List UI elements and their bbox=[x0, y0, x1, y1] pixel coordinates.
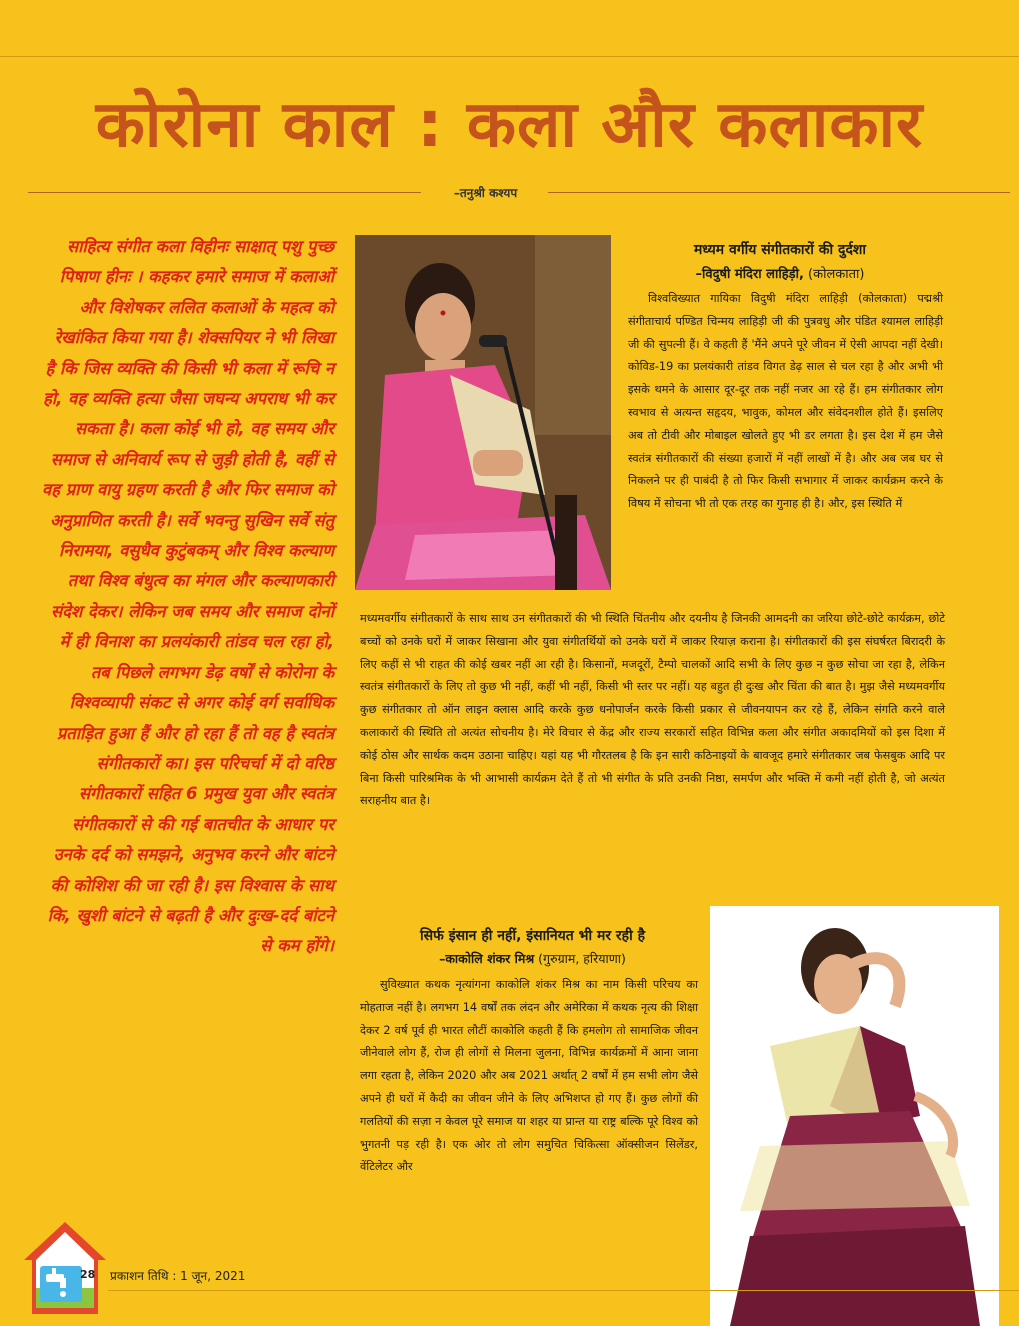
section1-attribution-name: –विदुषी मंदिरा लाहिड़ी, bbox=[695, 267, 804, 282]
page-number: 28 bbox=[80, 1268, 96, 1281]
section1-heading: मध्यम वर्गीय संगीतकारों की दुर्दशा bbox=[693, 242, 867, 258]
byline-rule-left bbox=[28, 192, 421, 193]
page-title: कोरोना काल : कला और कलाकार bbox=[95, 88, 924, 162]
footer-rule bbox=[108, 1290, 1019, 1291]
section2-attribution bbox=[360, 950, 705, 967]
byline-row bbox=[28, 184, 1010, 200]
dancer-photo-illustration bbox=[710, 906, 999, 1326]
section2-attribution-place: (गुरुग्राम, हरियाणा) bbox=[534, 951, 626, 966]
top-rule bbox=[0, 56, 1019, 57]
section1-attribution bbox=[620, 264, 940, 282]
section1-paragraph-full: मध्यमवर्गीय संगीतकारों के साथ साथ उन संगीतकारों की भी स्थिति चिंतनीय और दयनीय है जिनकी आमदनी का जरिया छोटे-छोटे कार्यक्रम, छोटे बच्चों को उनके घरों में जाकर सिखाना और युवा संगीतर्थियों को उनके घरों में जाकर रियाज़ कराना है। संगीतकारों की इस संघर्षरत बिरादरी के लिए कहीं से भी राहत की कोई खबर नहीं आ रही है। किसानों, मजदूरों, टैम्पो चालकों आदि सभी के लिए कुछ न कुछ सोचा जा रहा है, लेकिन स्वतंत्र संगीतकारों के लिए तो कुछ भी नहीं, कहीं भी नहीं, किसी भी स्तर पर नहीं। यह बहुत ही दुःख और चिंता की बात है। मुझ जैसे मध्यमवर्गीय कुछ संगीतकार तो ऑन लाइन क्लास आदि करके कुछ धनोपार्जन करके किसी प्रकार से जीवनयापन कर रहे हैं, लेकिन संगति करने वाले कलाकारों की स्थिति तो अत्यंत सोचनीय है। मेरे विचार से केंद्र और राज्य सरकारों सहित विभिन्न कला और संगीत अकादमियों को इस दिशा में कोई ठोस और सार्थक कदम उठाना चाहिए। यहां यह भी गौरतलब है कि इन सारी कठिनाइयों के बावजूद हमारे संगीतकार जब फेसबुक आदि पर बिना किसी पारिश्रमिक के भी आभासी कार्यक्रम देते हैं तो भी संगीत के प्रति उनकी निष्ठा, समर्पण और भक्ति में कमी नहीं होती है, जो अत्यंत सराहनीय बात है। bbox=[360, 612, 945, 808]
publication-date: प्रकाशन तिथि : 1 जून, 2021 bbox=[110, 1269, 246, 1283]
section2-paragraph: सुविख्यात कथक नृत्यांगना काकोलि शंकर मिश्र का नाम किसी परिचय का मोहताज नहीं है। लगभग 14 वर्षों तक लंदन और अमेरिका में कथक नृत्य की शिक्षा देकर 2 वर्ष पूर्व ही भारत लौटीं काकोलि कहती हैं कि हमलोग तो सामाजिक जीवन जीनेवाले लोग हैं, रोज ही लोगों से मिलना जुलना, विभिन्न कार्यक्रमों में आना जाना लगा रहता है, लेकिन 2020 और अब 2021 अर्थात् 2 वर्षों में हम सभी लोग जैसे अपने ही घरों में कैदी का जीवन जीने के लिए अभिशप्त हो गए हैं। कुछ लोगों की गलतियों की सज़ा न केवल पूरे समाज या शहर या प्रान्त या राष्ट्र बल्कि पूरे विश्व को भुगतनी पड़ रही है। एक ओर तो लोग समुचित चिकित्सा ऑक्सीजन सिलेंडर, वेंटिलेटर और bbox=[360, 978, 698, 1174]
dancer-photo bbox=[710, 906, 999, 1326]
singer-photo bbox=[355, 235, 611, 590]
intro-text: साहित्य संगीत कला विहीनः साक्षात् पशु पुच्छ पिषाण हीनः । कहकर हमारे समाज में कलाओं और विशेषकर ललित कलाओं के महत्व को रेखांकित किया गया है। शेक्सपियर ने भी लिखा है कि जिस व्यक्ति की किसी भी कला में रूचि न हो, वह व्यक्ति हत्या जैसा जघन्य अपराध भी कर सकता है। कला कोई भी हो, वह समय और समाज से अनिवार्य रूप से जुड़ी होती है, वहीं से वह प्राण वायु ग्रहण करती है और फिर समाज को अनुप्राणित करती है। सर्वे भवन्तु सुखिन सर्वे संतु निरामया, वसुधैव कुटुंबकम् और विश्व कल्याण तथा विश्व बंधुत्व का मंगल और कल्याणकारी संदेश देकर। लेकिन जब समय और समाज दोनों में ही विनाश का प्रलयंकारी तांडव चल रहा हो, तब पिछले लगभग डेढ़ वर्षों से कोरोना के विश्वव्यापी संकट से अगर कोई वर्ग सर्वाधिक प्रताड़ित हुआ हैं और हो रहा हैं तो वह है स्वतंत्र संगीतकारों का। इस परिचर्चा में दो वरिष्ठ संगीतकारों सहित 6 प्रमुख युवा और स्वतंत्र संगीतकारों से की गई बातचीत के आधार पर उनके दर्द को समझने, अनुभव करने और बांटने की कोशिश की जा रही है। इस विश्वास के साथ कि, खुशी बांटने से बढ़ती है और दुःख-दर्द बांटने से कम होंगे। bbox=[42, 237, 334, 956]
author-byline: –तनुश्री कश्यप bbox=[453, 186, 518, 200]
section1-attribution-place: (कोलकाता) bbox=[803, 267, 865, 282]
byline-rule-right bbox=[548, 192, 1010, 193]
section2-heading: सिर्फ इंसान ही नहीं, इंसानियत भी मर रही है bbox=[419, 928, 646, 944]
singer-photo-illustration bbox=[355, 235, 611, 590]
section1-paragraph-top: विश्वविख्यात गायिका विदुषी मंदिरा लाहिड़ी (कोलकाता) पद्मश्री संगीताचार्य पण्डित चिन्मय लाहिड़ी जी की पुत्रवधु और पंडित श्यामल लाहिड़ी जी की सुपत्नी हैं। वे कहती हैं 'मैंने अपने पूरे जीवन में ऐसी आपदा नहीं देखी। कोविड-19 का प्रलयंकारी तांडव विगत डेढ़ साल से चल रहा है और अभी भी इसके थमने के आसार दूर-दूर तक नहीं नजर आ रहे हैं। हम संगीतकार लोग स्वभाव से अत्यन्त सहृदय, भावुक, कोमल और संवेदनशील होते हैं। इसलिए अब तो टीवी और मोबाइल खोलते हुए भी डर लगता है। इस देश में हम जैसे स्वतंत्र संगीतकारों की संख्या हजारों में नहीं लाखों में है। और अब जब घर से निकलने पर ही पाबंदी है तो फिर किसी सभागार में जाकर कार्यक्रम करने के विषय में सोचना भी तो एक तरह का गुनाह ही है। और, इस स्थिति में bbox=[628, 292, 943, 511]
section2-attribution-name: –काकोलि शंकर मिश्र bbox=[439, 951, 535, 966]
